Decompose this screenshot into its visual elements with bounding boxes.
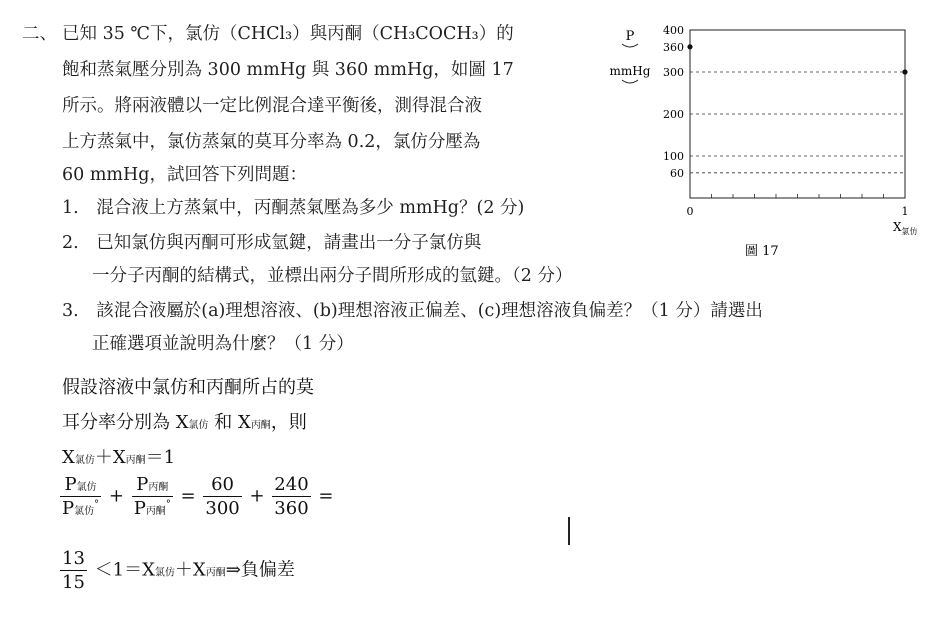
implies-arrow: ⇒ [225,559,241,581]
x-tick-labels [687,205,909,218]
question-3-number: 3. [62,301,79,321]
data-point-2 [902,69,907,74]
answer-line-2-post: ，則 [270,412,307,433]
y-tick-labels [663,24,684,180]
answer-line-2-mid: 和 X [208,412,251,433]
answer-fraction-equation [58,474,333,519]
conclusion-x: X [192,559,206,581]
vapor-pressure-chart [600,18,930,263]
y-axis-label-p: P [625,29,635,44]
y-axis-arc-top [622,44,638,47]
x-sub-chloroform: 氯仿 [74,455,95,466]
question-2 [62,229,481,254]
text-cursor [568,517,570,545]
answer-line-2-sub-acetone: 丙酮 [250,420,271,431]
conclusion-sub-chloroform: 氯仿 [154,567,175,579]
data-points [687,44,907,74]
problem-line-2: 飽和蒸氣壓分別為 300 mmHg 與 360 mmHg，如圖 17 [62,60,514,80]
problem-line-4: 上方蒸氣中，氯仿蒸氣的莫耳分率為 0.2，氯仿分壓為 [62,132,481,152]
less-than-one: ＜1＝X [94,559,155,581]
question-3-text: 該混合液屬於(a)理想溶液、(b)理想溶液正偏差、(c)理想溶液負偏差？（1 分）請選出 [96,301,763,321]
y-axis-label-unit: mmHg [609,64,651,78]
y-tick-100: 100 [663,150,684,163]
conclusion-sub-acetone: 丙酮 [205,567,226,579]
equals-one: ＝1 [145,447,176,468]
x-axis-label: $X_{氯仿}$ [893,220,918,236]
answer-line-2-sub-chloroform: 氯仿 [188,420,209,431]
y-tick-300: 300 [663,66,684,79]
fraction-p-acetone: $\frac{\text{P丙酮}}{P丙酮^\circ}$ [133,474,171,519]
question-2-number: 2. [62,233,79,253]
y-axis-arc-bottom [622,80,638,83]
x-symbol-2: X [112,447,126,468]
equals-sign-2: = [318,485,334,507]
answer-line-2 [62,408,307,434]
x-sub-acetone: 丙酮 [125,455,146,466]
answer-conclusion [58,548,295,593]
question-3 [62,297,763,322]
fraction-13-15: $\frac{13}{15}$ [62,548,85,593]
conclusion-plus: ＋ [174,559,193,581]
fraction-240-360: $\frac{240}{360}$ [274,474,309,519]
fraction-60-300: $\frac{60}{300}$ [205,474,240,519]
figure-caption: 圖 17 [745,244,779,259]
x-minor-ticks [712,194,884,198]
question-1-text: 混合液上方蒸氣中，丙酮蒸氣壓為多少 mmHg？(2 分) [96,198,525,218]
problem-marker: 二、 [22,24,57,44]
x-tick-1: 1 [901,205,909,218]
negative-deviation-text: 負偏差 [240,559,295,581]
y-tick-400: 400 [663,24,684,37]
plus-ascii: + [108,485,124,507]
plus-ascii-2: + [249,485,265,507]
problem-line-3: 所示。將兩液體以一定比例混合達平衡後，測得混合液 [62,96,482,116]
answer-line-1: 假設溶液中氯仿和丙酮所占的莫 [62,377,314,398]
y-tick-60: 60 [670,166,684,180]
question-2-text: 已知氯仿與丙酮可形成氫鍵，請畫出一分子氯仿與 [96,233,482,253]
plus-sign: ＋ [94,447,113,468]
y-tick-200: 200 [663,108,684,121]
equals-sign: = [180,485,196,507]
problem-line-1: 已知 35 ℃下，氯仿（CHCl₃）與丙酮（CH₃COCH₃）的 [62,24,514,44]
fraction-p-chloroform: $\frac{\text{P氯仿}}{P氯仿^\circ}$ [62,474,100,519]
question-1-number: 1. [62,198,79,218]
x-symbol: X [62,447,75,468]
y-tick-360: 360 [663,40,684,54]
answer-sum-equation [62,443,175,469]
question-2-continued: 一分子丙酮的結構式，並標出兩分子間所形成的氫鍵。（2 分） [92,266,573,286]
x-tick-0: 0 [686,205,694,218]
question-1 [62,194,524,219]
question-3-continued: 正確選項並說明為什麼？（1 分） [92,334,354,354]
data-point-1 [687,44,692,49]
problem-line-5: 60 mmHg，試回答下列問題： [62,165,307,185]
answer-line-2-pre: 耳分率分別為 X [62,412,189,433]
dashed-gridlines [690,72,905,173]
